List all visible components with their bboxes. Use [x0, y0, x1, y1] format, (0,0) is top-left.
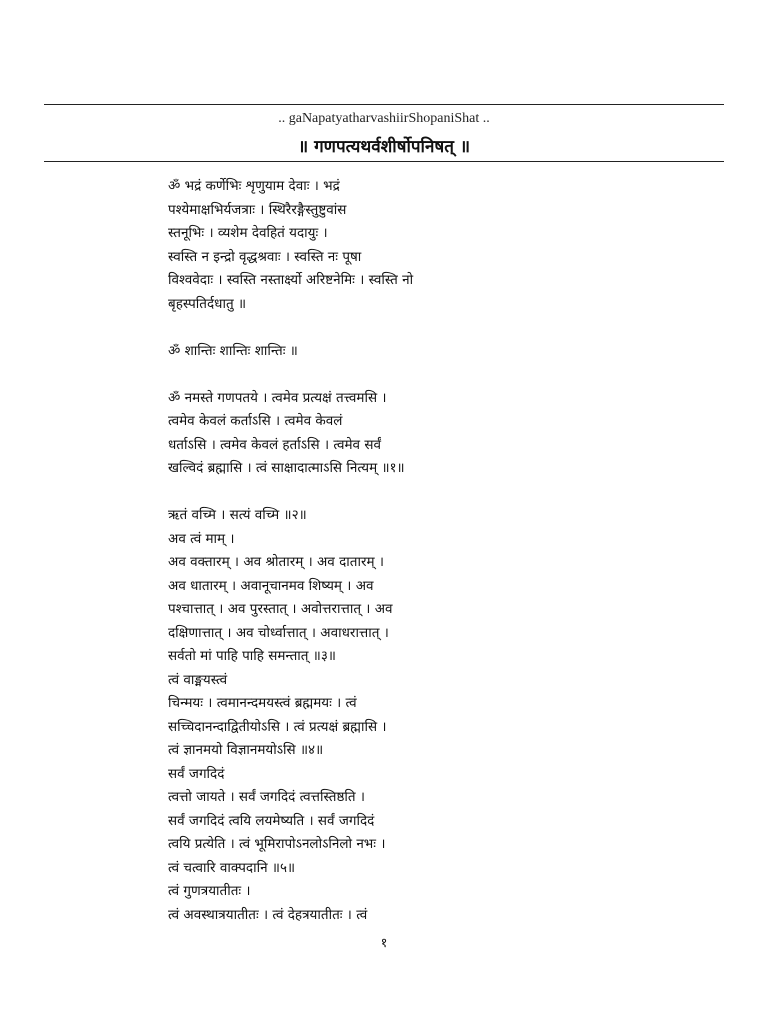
- stanza-gap: [168, 481, 688, 505]
- verse-line: ॐ भद्रं कर्णेभिः शृणुयाम देवाः । भद्रं: [168, 178, 340, 194]
- verse-line: बृहस्पतिर्दधातु ॥: [168, 295, 247, 312]
- verse-line: स्वस्ति न इन्द्रो वृद्धश्रवाः । स्वस्ति नः पूषा: [168, 248, 362, 265]
- verse-line: त्वं चत्वारि वाक्पदानि ॥५॥: [168, 859, 296, 876]
- verse-line: सच्चिदानन्दाद्वितीयोऽसि । त्वं प्रत्यक्षं ब्रह्मासि ।: [168, 718, 387, 735]
- verse-line: त्वं ज्ञानमयो विज्ञानमयोऽसि ॥४॥: [168, 742, 324, 758]
- verse-line: सर्वं जगदिदं त्वयि लयमेष्यति । सर्वं जगदिदं: [168, 812, 375, 829]
- verse-line: खल्विदं ब्रह्मासि । त्वं साक्षादात्माऽसि नित्यम् ॥१॥: [168, 460, 405, 476]
- verse-line: पश्येमाक्षभिर्यजत्राः । स्थिरैरङ्गैस्तुष्टुवांस: [168, 201, 347, 218]
- stanza-invocation: [168, 175, 688, 316]
- header-bottom-rule: [44, 161, 724, 162]
- verse-line: सर्वं जगदिदं: [168, 765, 225, 782]
- stanza-gap: [168, 363, 688, 387]
- stanza-namaste: [168, 387, 688, 481]
- verse-line: अव धातारम् । अवानूचानमव शिष्यम् । अव: [168, 577, 374, 594]
- verse-line: ऋतं वच्मि । सत्यं वच्मि ॥२॥: [168, 507, 307, 523]
- verse-line: त्वं वाङ्मयस्त्वं: [168, 671, 228, 688]
- page-number: १: [380, 936, 388, 951]
- verse-line: अव वक्तारम् । अव श्रोतारम् । अव दातारम् ।: [168, 554, 384, 570]
- verse-line: धर्ताऽसि । त्वमेव केवलं हर्ताऽसि । त्वमेव सर्वं: [168, 436, 381, 453]
- devanagari-title: ॥ गणपत्यथर्वशीर्षोपनिषत् ॥: [297, 137, 471, 157]
- verse-line: ॐ नमस्ते गणपतये । त्वमेव प्रत्यक्षं तत्त्वमसि ।: [168, 389, 387, 406]
- verse-line: त्वं गुणत्रयातीतः ।: [168, 883, 251, 899]
- verse-line: सर्वतो मां पाहि पाहि समन्तात् ॥३॥: [168, 648, 336, 664]
- verse-line: पश्चात्तात् । अव पुरस्तात् । अवोत्तरात्तात् । अव: [168, 601, 393, 617]
- shanti-line: ॐ शान्तिः शान्तिः शान्तिः ॥: [168, 342, 298, 359]
- verse-line: त्वं अवस्थात्रयातीतः । त्वं देहत्रयातीतः । त्वं: [168, 906, 368, 923]
- verse-line: त्वमेव केवलं कर्ताऽसि । त्वमेव केवलं: [168, 413, 343, 429]
- verse-line: अव त्वं माम् ।: [168, 530, 235, 547]
- transliterated-title: .. gaNapatyatharvashiirShopaniShat ..: [278, 111, 490, 126]
- stanza-main: [168, 504, 688, 927]
- stanza-gap: [168, 316, 688, 340]
- verse-line: त्वत्तो जायते । सर्वं जगदिदं त्वत्तस्तिष्ठति ।: [168, 789, 366, 805]
- header-top-rule: [44, 104, 724, 105]
- verse-line: विश्ववेदाः । स्वस्ति नस्तार्क्ष्यो अरिष्टनेमिः । स्वस्ति नो: [168, 272, 414, 288]
- verse-line: स्तनूभिः । व्यशेम देवहितं यदायुः ।: [168, 225, 328, 241]
- verse-line: त्वयि प्रत्येति । त्वं भूमिरापोऽनलोऽनिलो नभः ।: [168, 836, 386, 852]
- verse-body: [168, 175, 688, 927]
- verse-line: दक्षिणात्तात् । अव चोर्ध्वात्तात् । अवाधरात्तात् ।: [168, 624, 389, 641]
- verse-line: चिन्मयः । त्वमानन्दमयस्त्वं ब्रह्ममयः । त्वं: [168, 695, 357, 711]
